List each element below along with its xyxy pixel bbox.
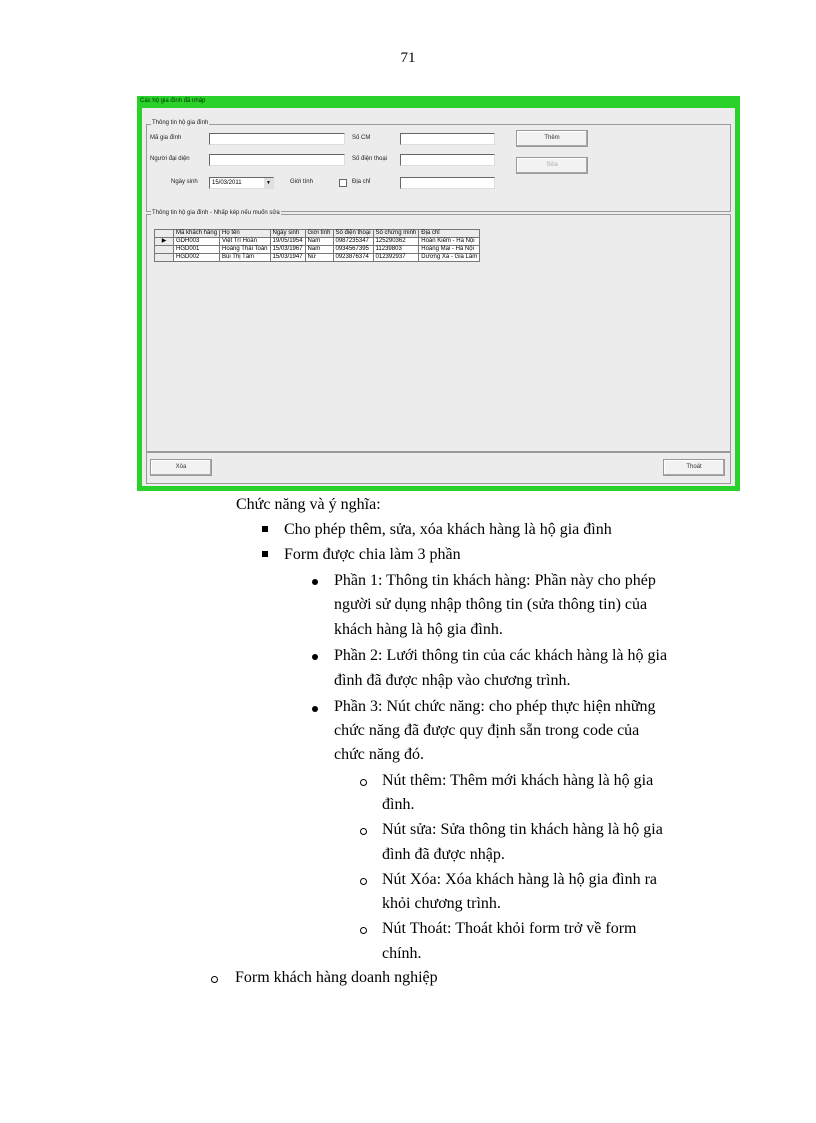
grid-cell: HGD001 xyxy=(174,246,220,254)
window-client-area xyxy=(142,108,735,486)
ngay-sinh-label: Ngày sinh xyxy=(171,179,198,185)
part3-line: Phần 3: Nút chức năng: cho phép thực hiện những xyxy=(334,698,656,715)
circle-bullet-icon xyxy=(360,828,367,835)
app-window-screenshot xyxy=(137,96,740,491)
col-header[interactable]: Giới tính xyxy=(305,230,333,238)
grid-cell: Bùi Thị Tâm xyxy=(220,254,270,262)
dot-bullet-icon xyxy=(312,654,318,660)
grid-cell: Hoàn Kiếm - Hà Nội xyxy=(419,238,480,246)
dot-bullet-icon xyxy=(312,706,318,712)
sub-bullet-line: Nút Thoát: Thoát khỏi form trở về form xyxy=(382,920,637,937)
info-group-legend: Thông tin hộ gia đình xyxy=(152,120,209,126)
nguoi-dai-dien-label: Người đại diện xyxy=(150,156,190,162)
dia-chi-label: Địa chỉ xyxy=(352,179,371,185)
ma-gia-dinh-input[interactable] xyxy=(209,133,345,145)
part2-line: Phần 2: Lưới thông tin của các khách hàng là hộ gia xyxy=(334,647,668,664)
col-header[interactable]: Số điện thoại xyxy=(333,230,373,238)
grid-cell: 012392937 xyxy=(373,254,419,262)
ngay-sinh-value: 15/03/2011 xyxy=(212,180,242,186)
circle-bullet-icon xyxy=(211,976,218,983)
table-row[interactable] xyxy=(155,246,480,254)
circle-bullet-icon xyxy=(360,779,367,786)
grid-cell: 0923876374 xyxy=(333,254,373,262)
col-header[interactable]: Họ tên xyxy=(220,230,270,238)
grid-cell: Nam xyxy=(305,246,333,254)
row-selector[interactable] xyxy=(155,246,174,254)
bullet-text: Cho phép thêm, sửa, xóa khách hàng là hộ gia đình xyxy=(284,521,612,538)
grid-group-legend: Thông tin hộ gia đình - Nhấp kép nếu muốn sửa xyxy=(152,210,280,216)
sub-bullet-line: khỏi chương trình. xyxy=(382,895,501,912)
grid-cell: Hoàng Mai - Hà Nội xyxy=(419,246,480,254)
thoat-button[interactable]: Thoát xyxy=(663,459,725,476)
sub-bullet-line: Nút Xóa: Xóa khách hàng là hộ gia đình ra xyxy=(382,871,658,888)
sub-bullet-line: Nút sửa: Sửa thông tin khách hàng là hộ gia xyxy=(382,821,663,838)
grid-cell: GDH003 xyxy=(174,238,220,246)
grid-groupbox xyxy=(146,210,731,452)
info-groupbox xyxy=(146,120,731,212)
grid-cell: 11239803 xyxy=(373,246,419,254)
part1-line: khách hàng là hộ gia đình. xyxy=(334,621,503,638)
grid-cell: Nam xyxy=(305,238,333,246)
dot-bullet-icon xyxy=(312,579,318,585)
grid-cell: 125290362 xyxy=(373,238,419,246)
sub-bullet-line: đình. xyxy=(382,796,415,813)
grid-header-row xyxy=(155,230,480,238)
grid-cell: 0987235347 xyxy=(333,238,373,246)
col-header[interactable]: Mã khách hàng xyxy=(174,230,220,238)
next-section-line: Form khách hàng doanh nghiệp xyxy=(235,969,438,986)
square-bullet-icon xyxy=(262,526,268,532)
col-header[interactable]: Số chứng minh xyxy=(373,230,419,238)
window-title: Các hộ gia đình đã nhập xyxy=(140,98,206,104)
table-row[interactable] xyxy=(155,238,480,246)
col-header[interactable]: Địa chỉ xyxy=(419,230,480,238)
part2-line: đình đã được nhập vào chương trình. xyxy=(334,672,571,689)
so-dien-thoai-input[interactable] xyxy=(400,154,495,166)
them-button[interactable]: Thêm xyxy=(516,130,588,147)
grid-corner-cell xyxy=(155,230,174,238)
page-number: 71 xyxy=(400,50,416,66)
table-row[interactable] xyxy=(155,254,480,262)
ngay-sinh-picker[interactable] xyxy=(209,177,274,189)
part1-line: người sử dụng nhập thông tin (sửa thông tin) của xyxy=(334,596,648,613)
sub-bullet-line: đình đã được nhập. xyxy=(382,846,505,863)
grid-cell: 0934567395 xyxy=(333,246,373,254)
dia-chi-input[interactable] xyxy=(400,177,495,189)
gioi-tinh-checkbox[interactable] xyxy=(339,179,347,187)
so-cm-input[interactable] xyxy=(400,133,495,145)
xoa-button[interactable]: Xóa xyxy=(150,459,212,476)
button-bar xyxy=(146,452,731,484)
ma-gia-dinh-label: Mã gia đình xyxy=(150,135,182,141)
gioi-tinh-label: Giới tính xyxy=(290,179,313,185)
sua-button[interactable]: Sửa xyxy=(516,157,588,174)
current-row-icon: ▶ xyxy=(155,238,174,246)
grid-cell: HGD002 xyxy=(174,254,220,262)
section-heading: Chức năng và ý nghĩa: xyxy=(236,496,381,513)
sub-bullet-line: chính. xyxy=(382,945,422,962)
grid-cell: Dương Xá - Gia Lâm xyxy=(419,254,480,262)
col-header[interactable]: Ngày sinh xyxy=(270,230,305,238)
grid-cell: Nữ xyxy=(305,254,333,262)
bullet-text: Form được chia làm 3 phần xyxy=(284,546,461,563)
grid-cell: Hoàng Thái Toàn xyxy=(220,246,270,254)
part3-line: chức năng đã được quy định sẵn trong code của xyxy=(334,722,640,739)
grid-cell: 15/03/1967 xyxy=(270,246,305,254)
so-dien-thoai-label: Số điện thoại xyxy=(352,156,388,162)
grid-cell: 19/05/1954 xyxy=(270,238,305,246)
customer-grid[interactable] xyxy=(154,229,480,262)
circle-bullet-icon xyxy=(360,878,367,885)
grid-cell: 15/03/1947 xyxy=(270,254,305,262)
part3-line: chức năng đó. xyxy=(334,746,424,763)
square-bullet-icon xyxy=(262,551,268,557)
part1-line: Phần 1: Thông tin khách hàng: Phần này cho phép xyxy=(334,572,656,589)
so-cm-label: Số CM xyxy=(352,135,371,141)
dropdown-arrow-icon[interactable]: ▼ xyxy=(264,178,273,188)
row-selector[interactable] xyxy=(155,254,174,262)
grid-cell: Việt Trí Hoàn xyxy=(220,238,270,246)
nguoi-dai-dien-input[interactable] xyxy=(209,154,345,166)
sub-bullet-line: Nút thêm: Thêm mới khách hàng là hộ gia xyxy=(382,772,654,789)
circle-bullet-icon xyxy=(360,927,367,934)
